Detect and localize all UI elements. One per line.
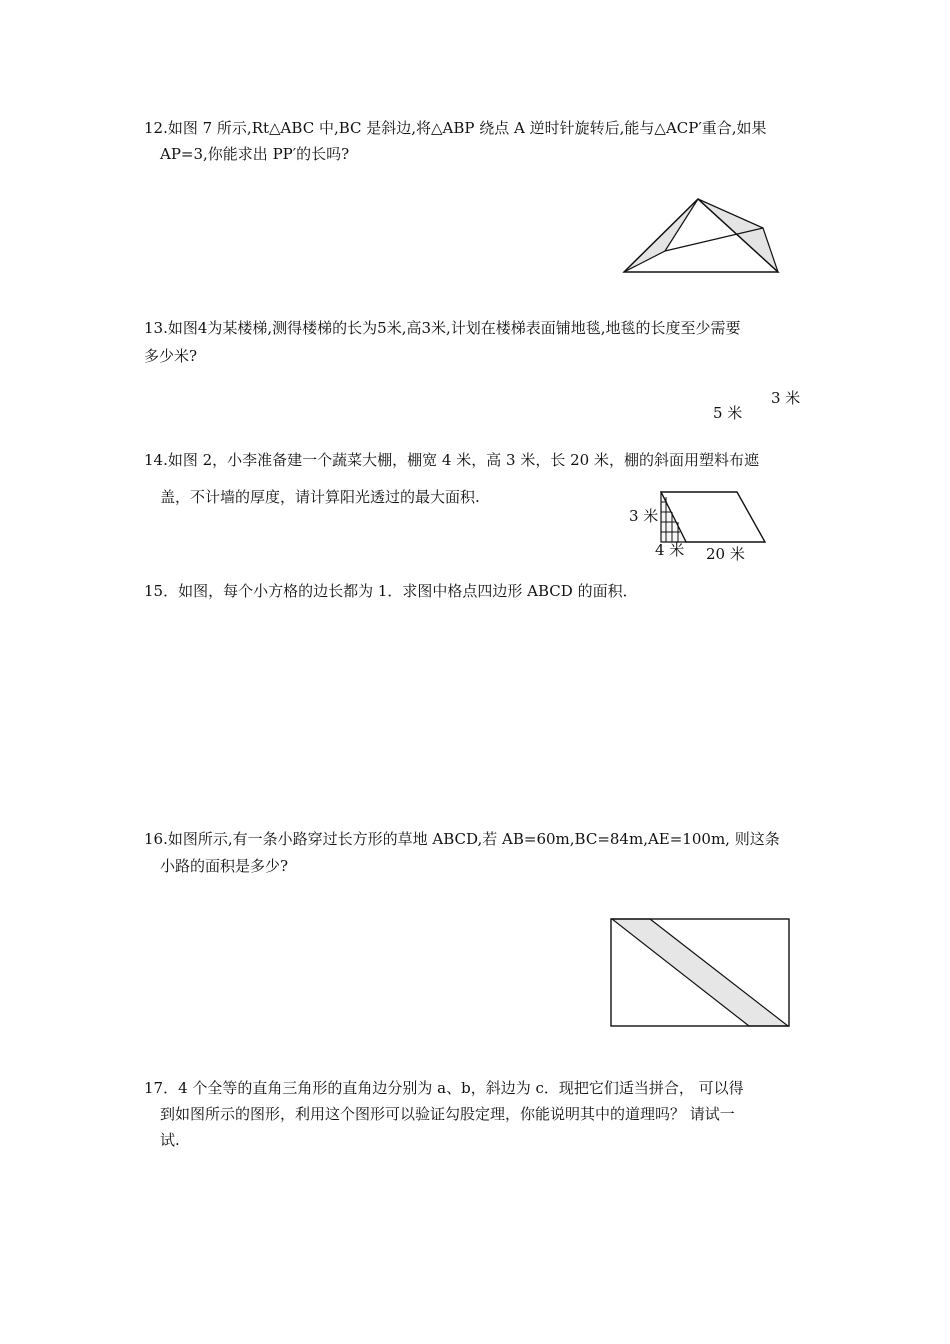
problem-17-line-2: 到如图所示的图形，利用这个图形可以验证勾股定理，你能说明其中的道理吗？ 请试一 (160, 1105, 735, 1123)
problem-16-line-2: 小路的面积是多少? (160, 857, 289, 875)
greenhouse-width-label: 4 米 (655, 541, 685, 559)
problem-13-line-2: 多少米? (144, 347, 198, 365)
problem-16-line-1: 16.如图所示,有一条小路穿过长方形的草地 ABCD,若 AB=60m,BC=84m,AE=100m, 则这条 (144, 830, 780, 848)
problem-15-line-1: 15．如图，每个小方格的边长都为 1．求图中格点四边形 ABCD 的面积． (144, 582, 638, 600)
stairs-height-label: 3 米 (771, 389, 801, 407)
problem-14-line-2: 盖，不计墙的厚度，请计算阳光透过的最大面积. (160, 488, 480, 506)
greenhouse-length-label: 20 米 (706, 545, 745, 563)
problem-12-line-2: AP=3,你能求出 PP′的长吗? (160, 145, 350, 163)
path-strip (612, 919, 788, 1026)
problem-12-line-1: 12.如图 7 所示,Rt△ABC 中,BC 是斜边,将△ABP 绕点 A 逆时针旋转后,能与△ACP′重合,如果 (144, 119, 767, 137)
stairs-length-label: 5 米 (713, 404, 743, 422)
problem-17-line-3: 试. (160, 1131, 180, 1149)
problem-13-line-1: 13.如图4为某楼梯,测得楼梯的长为5米,高3米,计划在楼梯表面铺地毯,地毯的长度至少需要 (144, 319, 741, 337)
problem-17-line-1: 17．4 个全等的直角三角形的直角边分别为 a、b，斜边为 c．现把它们适当拼合， 可以得 (144, 1079, 744, 1097)
greenhouse-height-label: 3 米 (629, 507, 659, 525)
problem-14-line-1: 14.如图 2，小李准备建一个蔬菜大棚，棚宽 4 米，高 3 米，长 20 米，棚的斜面用塑料布遮 (144, 451, 759, 469)
